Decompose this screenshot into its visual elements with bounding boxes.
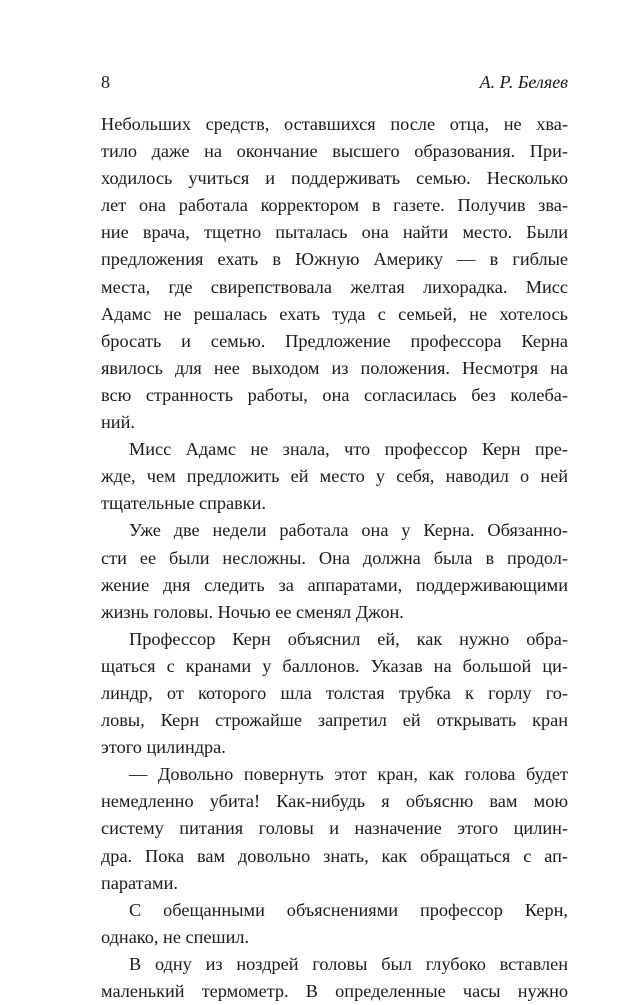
text-line: линдр, от которого шла толстая трубка к горлу го- <box>101 682 568 703</box>
text-line: Небольших средств, оставшихся после отца, не хва- <box>101 114 568 134</box>
text-line: дра. Пока вам довольно знать, как обращаться с ап- <box>101 845 568 866</box>
running-title: А. Р. Беляев <box>479 72 568 92</box>
text-line: маленький термометр. В определенные часы нужно <box>101 981 568 1001</box>
text-line: лет она работала корректором в газете. Получив зва- <box>101 195 568 216</box>
text-line: жде, чем предложить ей место у себя, наводил о ней <box>101 466 568 487</box>
text-line: С обещанными объяснениями профессор Керн, <box>129 899 568 920</box>
text-line: щаться с кранами у баллонов. Указав на большой ци- <box>101 655 568 676</box>
text-line: Профессор Керн объяснил ей, как нужно обра- <box>129 628 568 649</box>
text-line: систему питания головы и назначение этого цилин- <box>101 818 568 839</box>
text-line: Мисс Адамс не знала, что профессор Керн пре- <box>129 439 568 460</box>
text-line: жизнь головы. Ночью ее сменял Джон. <box>101 601 404 622</box>
text-line: ние врача, тщетно пыталась она найти место. Были <box>101 222 568 243</box>
text-line: ходилось учиться и поддерживать семью. Несколько <box>101 168 568 189</box>
body-text <box>101 111 568 1005</box>
text-line: В одну из ноздрей головы был глубоко вставлен <box>129 953 568 974</box>
text-line: Адамс не решалась ехать туда с семьей, не хотелось <box>101 303 568 324</box>
text-line: однако, не спешил. <box>101 926 250 947</box>
text-line: предложения ехать в Южную Америку — в гиблые <box>101 249 568 270</box>
text-line: сти ее были несложны. Она должна была в продол- <box>101 547 568 568</box>
text-line: ловы, Керн строжайше запретил ей открывать кран <box>101 710 568 731</box>
text-line: этого цилиндра. <box>101 737 226 758</box>
text-line: ний. <box>101 412 135 433</box>
text-line: — Довольно повернуть этот кран, как голова будет <box>129 764 568 785</box>
running-head <box>101 68 568 96</box>
text-line: паратами. <box>101 872 178 893</box>
text-line: немедленно убита! Как-нибудь я объясню вам мою <box>101 791 568 812</box>
text-line: всю странность работы, она согласилась без колеба- <box>101 384 568 405</box>
text-line: жение дня следить за аппаратами, поддерживающими <box>101 574 568 595</box>
book-page <box>101 68 568 1005</box>
text-line: бросать и семью. Предложение профессора Керна <box>101 330 568 351</box>
text-line: места, где свирепствовала желтая лихорадка. Мисс <box>101 276 568 297</box>
text-line: явилось для нее выходом из положения. Несмотря на <box>101 357 568 378</box>
page-number: 8 <box>101 72 110 92</box>
text-line: тило даже на окончание высшего образования. При- <box>101 141 568 162</box>
text-line: тщательные справки. <box>101 493 267 514</box>
text-line: Уже две недели работала она у Керна. Обязанно- <box>129 520 568 541</box>
